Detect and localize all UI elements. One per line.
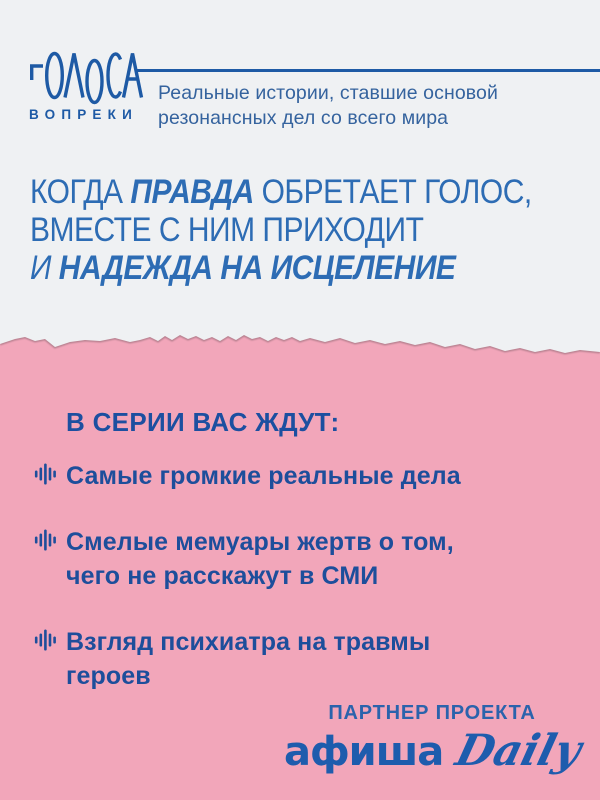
headline-emphasis: НАДЕЖДА НА ИСЦЕЛЕНИЕ — [58, 248, 456, 287]
partner-label: ПАРТНЕР ПРОЕКТА — [328, 702, 536, 724]
list-item-line1: Смелые мемуары жертв о том, — [66, 528, 454, 556]
tear-white-paper — [0, 325, 600, 353]
letter-o1 — [47, 54, 63, 98]
afisha-wordmark: афиша — [284, 729, 444, 775]
list-item-line1: Взгляд психиатра на травмы — [66, 628, 431, 656]
logo-rule-line — [135, 69, 600, 72]
headline-regular: КОГДА — [30, 173, 131, 211]
headline-line2 — [30, 211, 600, 249]
headline-italic: И — [30, 248, 59, 287]
waveform-icon — [34, 628, 56, 652]
headline — [30, 173, 600, 287]
partner-block — [284, 702, 587, 776]
headline-line3 — [30, 249, 600, 287]
waveform-icon — [34, 462, 56, 486]
tagline — [158, 81, 498, 130]
afisha-daily-logo — [284, 726, 587, 776]
waveform-icon — [34, 528, 56, 552]
tagline-line2: резонансных дел со всего мира — [158, 106, 449, 129]
daily-script: Daily — [451, 726, 587, 776]
logo-subtitle: ВОПРЕКИ — [29, 107, 138, 122]
letter-s — [108, 54, 121, 97]
list-item — [34, 625, 430, 693]
letter-l — [65, 54, 83, 98]
letter-a — [124, 54, 142, 98]
series-heading: В СЕРИИ ВАС ЖДУТ: — [66, 407, 340, 437]
list-item-line1: Самые громкие реальные дела — [66, 462, 461, 490]
list-item-line2: героев — [66, 662, 151, 690]
tagline-line1: Реальные истории, ставшие основой — [158, 82, 498, 104]
list-item-line2: чего не расскажут в СМИ — [66, 562, 379, 590]
list-item-text — [66, 459, 461, 493]
headline-emphasis: ПРАВДА — [130, 173, 254, 211]
list-item — [34, 459, 461, 493]
letter-g — [32, 66, 43, 80]
headline-regular: ОБРЕТАЕТ ГОЛОС, — [253, 173, 532, 211]
letter-o2 — [87, 61, 102, 103]
headline-line1 — [30, 173, 600, 211]
golosa-logo — [28, 50, 143, 108]
list-item — [34, 525, 454, 593]
list-item-text — [66, 625, 430, 693]
headline-regular: ВМЕСТЕ С НИМ ПРИХОДИТ — [30, 210, 424, 249]
torn-paper-edge — [0, 325, 600, 365]
list-item-text — [66, 525, 454, 593]
